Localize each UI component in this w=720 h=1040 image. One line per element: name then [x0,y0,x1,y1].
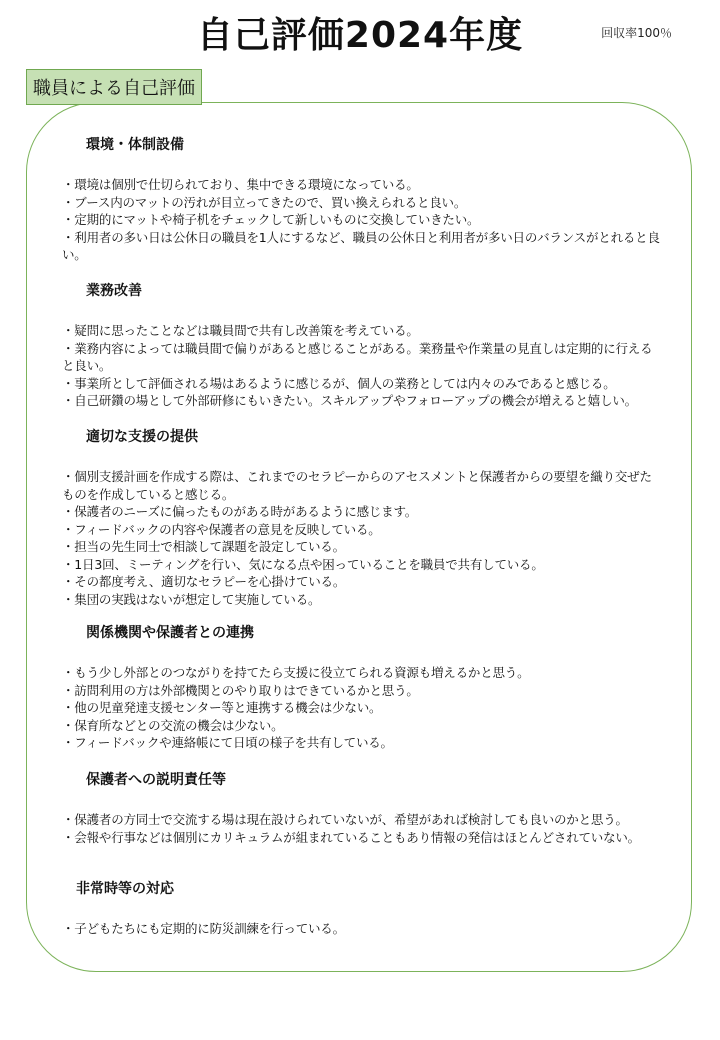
section-environment [62,136,662,264]
section-tag [26,69,202,105]
section-list [62,468,662,608]
section-coordination [62,624,662,752]
collection-rate: 回収率100％ [601,26,672,40]
list-item: ・疑問に思ったことなどは職員間で共有し改善策を考えている。 [62,323,419,338]
list-item: ・定期的にマットや椅子机をチェックして新しいものに交換していきたい。 [62,212,480,227]
list-item: ・自己研鑽の場として外部研修にもいきたい。スキルアップやフォローアップの機会が増えると嬉しい。 [62,393,637,408]
section-list [62,811,662,846]
section-emergency [62,880,662,938]
section-list [62,322,662,410]
list-item: ・フィードバックの内容や保護者の意見を反映している。 [62,521,381,537]
list-item: ・もう少し外部とのつながりを持てたら支援に役立てられる資源も増えるかと思う。 [62,665,530,680]
section-support [62,428,662,608]
list-item: ・ブース内のマットの汚れが目立ってきたので、買い換えられると良い。 [62,194,467,210]
section-heading: 非常時等の対応 [76,881,174,897]
section-list [62,920,662,938]
list-item: ・業務内容によっては職員間で偏りがあると感じることがある。業務量や作業量の見直しは定期的に行えると良い。 [62,340,653,373]
list-item: ・フィードバックや連絡帳にて日頃の様子を共有している。 [62,735,393,750]
list-item: ・その都度考え、適切なセラピーを心掛けている。 [62,574,346,589]
section-accountability [62,771,662,846]
list-item: ・子どもたちにも定期的に防災訓練を行っている。 [62,921,345,936]
section-heading: 環境・体制設備 [86,137,184,153]
section-list [62,176,662,264]
list-item: ・保護者のニーズに偏ったものがある時があるように感じます。 [62,504,418,519]
section-heading: 保護者への説明責任等 [86,772,226,788]
section-operations [62,282,662,410]
list-item: ・事業所として評価される場はあるように感じるが、個人の業務としては内々のみであると感じる。 [62,375,616,391]
list-item: ・保育所などとの交流の機会は少ない。 [62,717,284,733]
list-item: ・環境は個別で仕切られており、集中できる環境になっている。 [62,177,419,192]
page-title: 自己評価2024年度 [196,15,524,56]
list-item: ・他の児童発達支援センター等と連携する機会は少ない。 [62,700,382,715]
list-item: ・担当の先生同士で相談して課題を設定している。 [62,539,345,554]
list-item: ・訪問利用の方は外部機関とのやり取りはできているかと思う。 [62,682,419,698]
section-list [62,664,662,752]
section-tag-label: 職員による自己評価 [33,78,195,99]
list-item: ・1日3回、ミーティングを行い、気になる点や困っていることを職員で共有している。 [62,556,544,572]
section-heading: 業務改善 [86,283,142,299]
list-item: ・利用者の多い日は公休日の職員を1人にするなど、職員の公休日と利用者が多い日のバランスがとれると良い。 [62,229,660,262]
list-item: ・会報や行事などは個別にカリキュラムが組まれていることもあり情報の発信はほとんどされていない。 [62,829,640,845]
section-heading: 関係機関や保護者との連携 [86,625,254,641]
list-item: ・集団の実践はないが想定して実施している。 [62,591,321,607]
list-item: ・個別支援計画を作成する際は、これまでのセラピーからのアセスメントと保護者からの要望を織り交ぜたものを作成していると感じる。 [62,469,652,502]
list-item: ・保護者の方同士で交流する場は現在設けられていないが、希望があれば検討しても良いのかと思う。 [62,812,628,827]
section-heading: 適切な支援の提供 [86,429,198,445]
